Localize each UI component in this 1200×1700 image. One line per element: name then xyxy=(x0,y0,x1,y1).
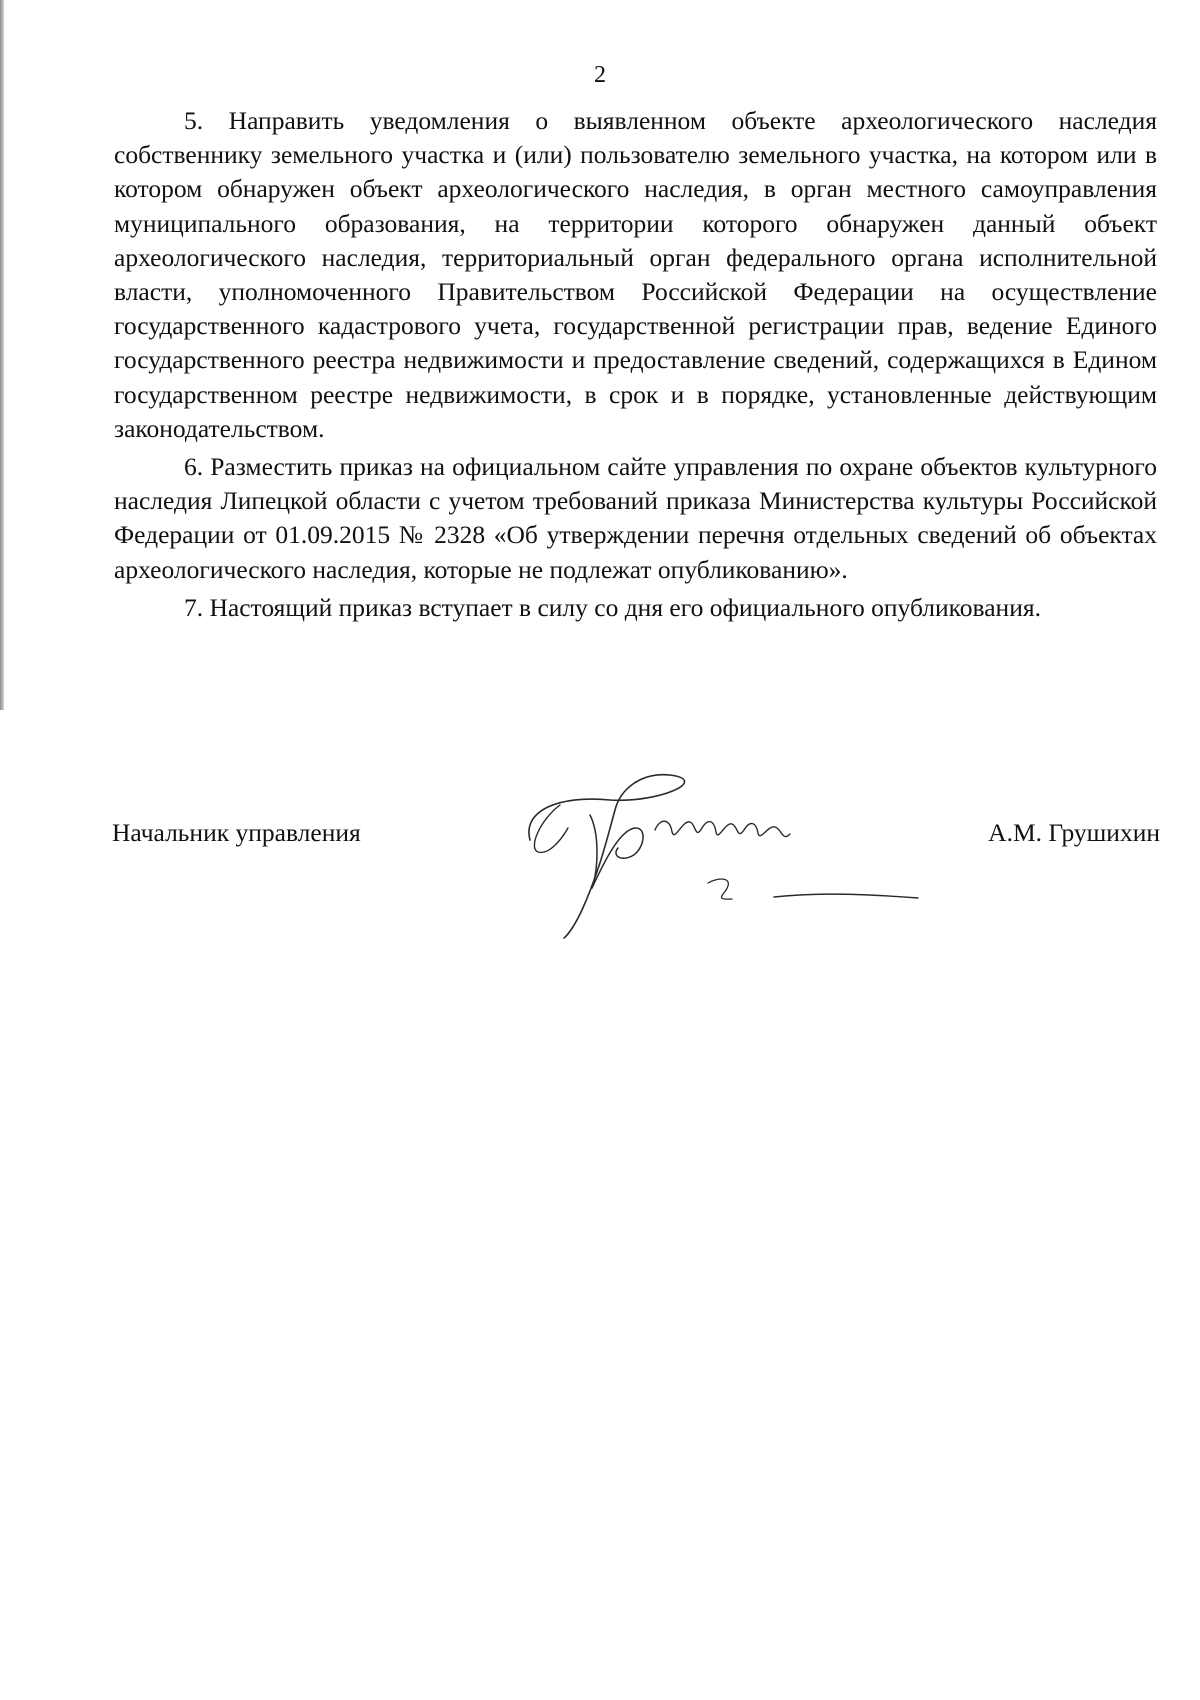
scan-edge xyxy=(0,0,4,710)
handwritten-signature xyxy=(520,770,920,940)
signature-letter-stroke xyxy=(590,815,643,888)
paragraph-5: 5. Направить уведомления о выявленном объекте археологического наследия собственнику земельного участка и (или) пользователю земельного участка, на котором или в котором обнаружен объект археологического наследия, в орган местного самоуправления муниципального образования, на территории которого обнаружен данный объект археологического наследия, территориальный орган федерального органа исполнительной власти, уполномоченного Правительством Российской Федерации на осуществление государственного кадастрового учета, государственной регистрации прав, ведение Единого государственного реестра недвижимости и предоставление сведений, содержащихся в Едином государственном реестре недвижимости, в срок и в порядке, установленные действующим законодательством. xyxy=(114,106,1157,443)
signature-underline xyxy=(774,894,918,898)
paragraph-6: 6. Разместить приказ на официальном сайте управления по охране объектов культурного наследия Липецкой области с учетом требований приказа Министерства культуры Российской Федерации от 01.09.2015 № 2328 «Об утверждении перечня отдельных сведений об объектах археологического наследия, которые не подлежат опубликованию». xyxy=(114,452,1157,584)
page-number: 2 xyxy=(594,62,606,88)
signer-position: Начальник управления xyxy=(112,818,361,847)
document-body xyxy=(114,104,1157,629)
signer-name: А.М. Грушихин xyxy=(988,818,1160,847)
paragraph-7: 7. Настоящий приказ вступает в силу со дня его официального опубликования. xyxy=(184,592,1041,622)
signature-loop-stroke xyxy=(529,775,685,938)
signature-flow-stroke xyxy=(655,821,790,836)
signature-small-mark xyxy=(708,879,732,899)
